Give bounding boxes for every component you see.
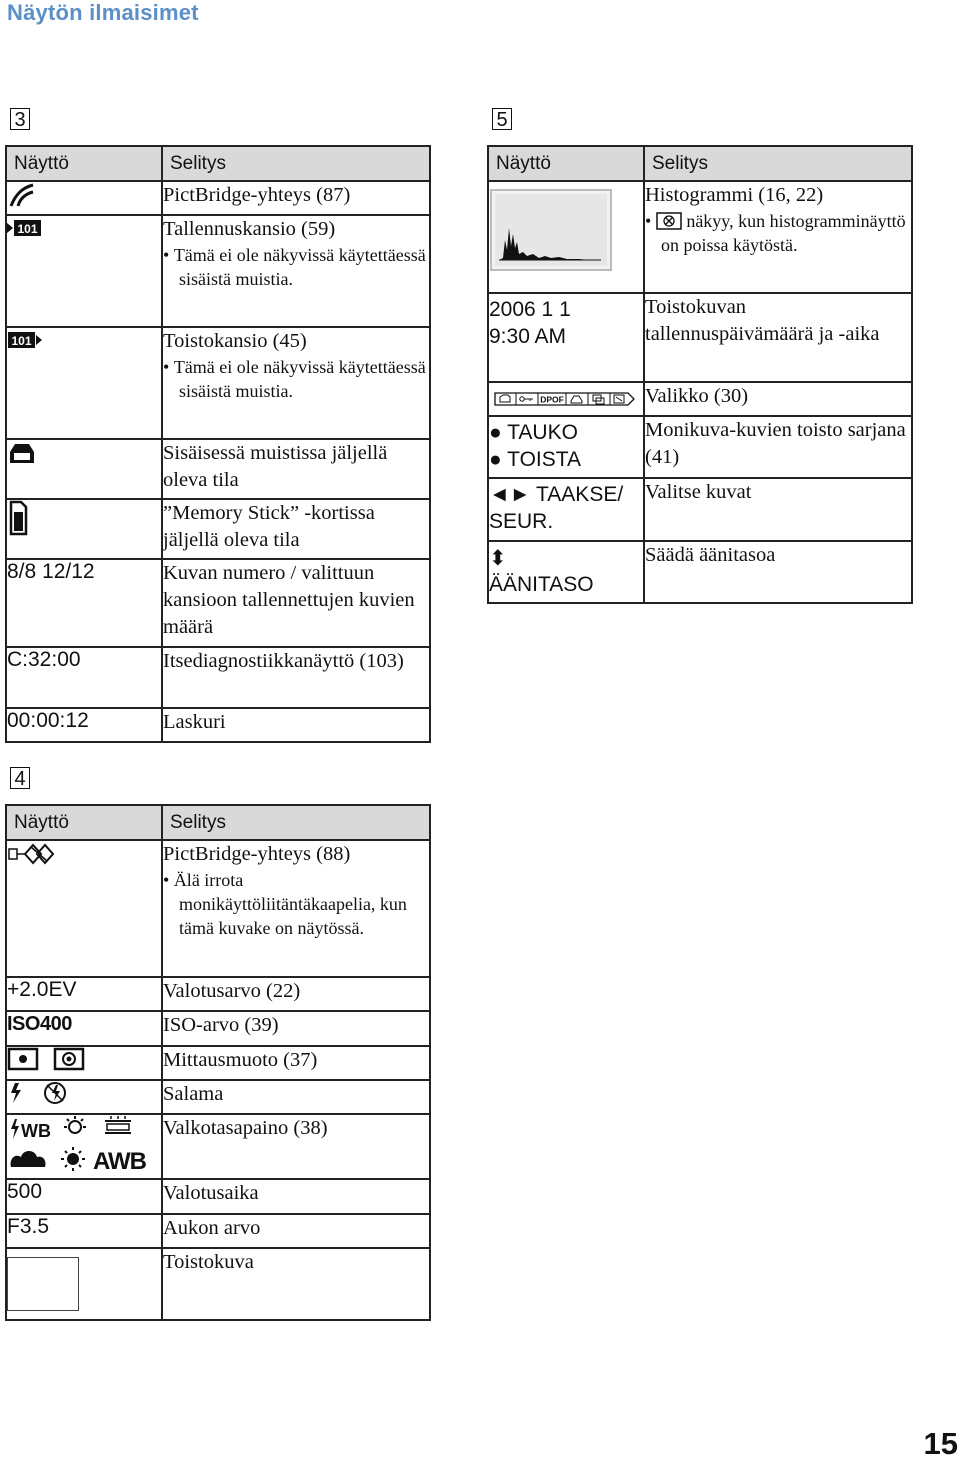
svg-text:101: 101 [11, 334, 32, 349]
row-description: PictBridge-yhteys (87) [163, 184, 351, 206]
row-description: Toistokuvan tallennuspäivämäärä ja -aika [645, 296, 880, 345]
svg-text:101: 101 [17, 222, 38, 237]
section-marker-4: 4 [10, 767, 30, 789]
row-display: ⬍ ÄÄNITASO [488, 541, 644, 603]
row-description: Laskuri [163, 711, 226, 733]
row-display: ◄► TAAKSE/ SEUR. [488, 478, 644, 541]
row-display: 8/8 12/12 [6, 559, 162, 647]
row-description: Valitse kuvat [645, 481, 752, 503]
column-header-description: Selitys [644, 146, 912, 181]
row-description: Sisäisessä muistissa jäljellä oleva tila [163, 442, 388, 491]
indicator-table-3 [5, 145, 431, 743]
column-header-display: Näyttö [488, 146, 644, 181]
row-description: PictBridge-yhteys (88) [163, 843, 351, 865]
row-description: Valotusarvo (22) [163, 980, 301, 1002]
row-description: ”Memory Stick” -kortissa jäljellä oleva tila [163, 502, 375, 551]
row-description: Aukon arvo [163, 1217, 261, 1239]
recording-folder-101-icon [7, 217, 43, 239]
indicator-table-4 [5, 804, 431, 1321]
page-number: 15 [923, 1426, 958, 1461]
row-note: • Tämä ei ole näkyvissä käytettäessä sisäistä muistia. [163, 245, 426, 289]
histogram-icon [489, 188, 613, 274]
row-display: C:32:00 [6, 647, 162, 708]
column-header-display: Näyttö [6, 146, 162, 181]
menu-bar-icon [494, 390, 636, 408]
column-header-description: Selitys [162, 146, 430, 181]
row-description: Histogrammi (16, 22) [645, 184, 824, 206]
row-display: 2006 1 1 9:30 AM [488, 293, 644, 382]
memory-stick-icon [7, 500, 29, 536]
row-description: Itsediagnostiikkanäyttö (103) [163, 650, 404, 672]
column-header-description: Selitys [162, 805, 430, 840]
row-note: • Älä irrota monikäyttöliitäntäkaapelia, kun tämä kuvake on näytössä. [163, 870, 407, 938]
playback-folder-101-icon [7, 329, 43, 351]
svg-text:AWB: AWB [93, 1148, 146, 1175]
row-description: Toistokuva [163, 1251, 254, 1273]
page-header-title: Näytön ilmaisimet [7, 0, 199, 25]
row-display: 00:00:12 [6, 708, 162, 742]
flash-icons [7, 1081, 67, 1105]
internal-memory-icon [7, 440, 37, 466]
row-description: Tallennuskansio (59) [163, 218, 336, 240]
row-display: F3.5 [6, 1214, 162, 1248]
row-display: +2.0EV [6, 977, 162, 1011]
row-description: Salama [163, 1083, 224, 1105]
row-description: Säädä äänitasoa [645, 544, 776, 566]
indicator-table-5 [487, 145, 913, 604]
row-display: ● TAUKO ● TOISTA [488, 416, 644, 478]
row-note: • näkyy, kun histogramminäyttö on poissa käytöstä. [645, 211, 906, 255]
pictbridge-connecting-icon [7, 841, 57, 865]
menu-bar-dpof-label: DPOF [540, 394, 564, 405]
iso-indicator: ISO400 [7, 1013, 72, 1035]
row-description: Monikuva-kuvien toisto sarjana (41) [645, 419, 906, 468]
section-marker-3: 3 [10, 108, 30, 130]
row-description: Valikko (30) [645, 385, 749, 407]
playback-image-icon [7, 1257, 79, 1311]
row-description: Valotusaika [163, 1182, 259, 1204]
row-description: Mittausmuoto (37) [163, 1049, 318, 1071]
row-description: ISO-arvo (39) [163, 1014, 279, 1036]
row-description: Toistokansio (45) [163, 330, 307, 352]
pictbridge-icon [7, 182, 37, 208]
row-note: • Tämä ei ole näkyvissä käytettäessä sisäistä muistia. [163, 357, 426, 401]
section-marker-5: 5 [492, 108, 512, 130]
row-display: 500 [6, 1179, 162, 1214]
column-header-display: Näyttö [6, 805, 162, 840]
svg-text:WB: WB [21, 1121, 51, 1141]
row-description: Kuvan numero / valittuun kansioon tallennettujen kuvien määrä [163, 562, 415, 638]
metering-mode-icons [7, 1047, 87, 1071]
histogram-off-icon [656, 212, 682, 230]
row-description: Valkotasapaino (38) [163, 1117, 328, 1139]
white-balance-icons [7, 1115, 146, 1175]
table-row-display [6, 181, 162, 215]
